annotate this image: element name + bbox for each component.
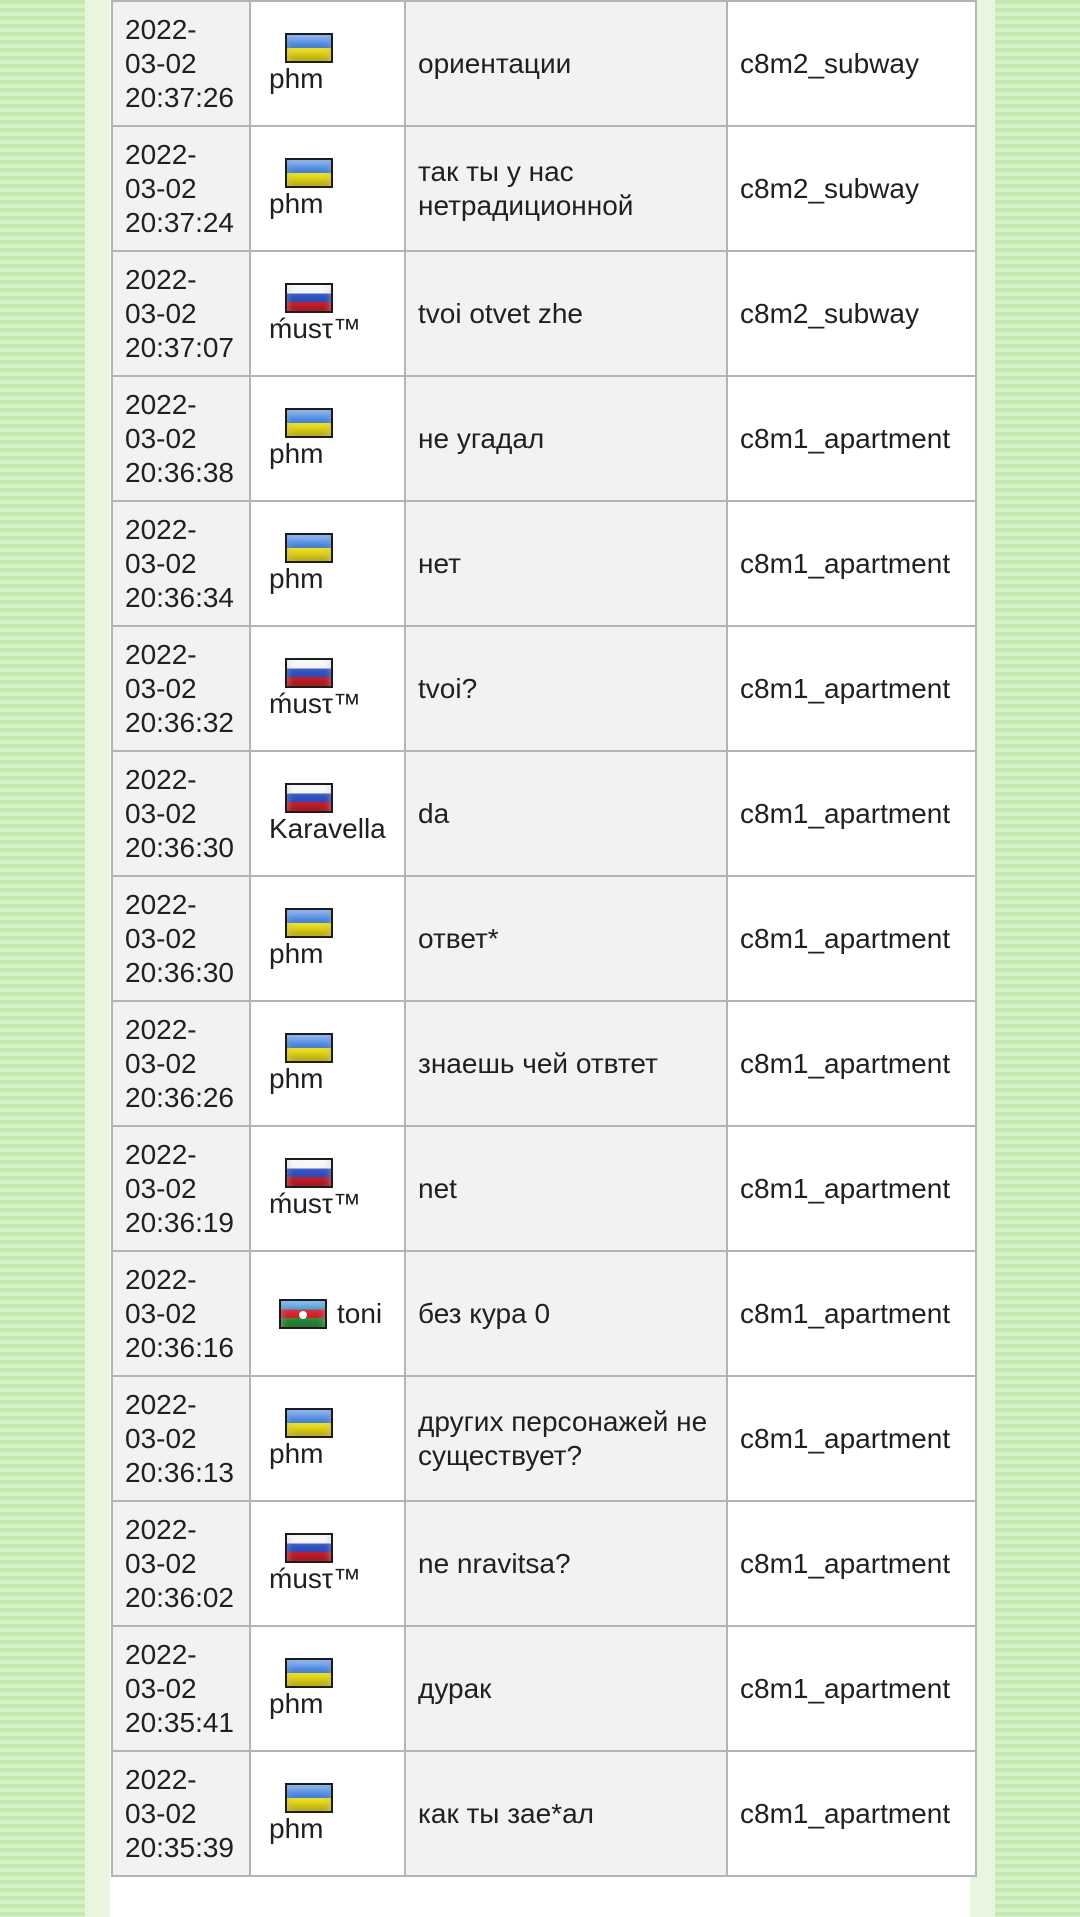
player-name[interactable]: phm	[269, 62, 324, 94]
timestamp-cell	[112, 626, 250, 751]
player-info	[263, 33, 392, 95]
timestamp-part: 2022-	[125, 1263, 197, 1295]
timestamp-cell	[112, 751, 250, 876]
ukraine-flag-icon	[285, 408, 333, 438]
russia-flag-icon	[285, 1158, 333, 1188]
player-name[interactable]: Karavella	[269, 812, 386, 844]
timestamp-part: 20:37:24	[125, 206, 234, 238]
timestamp-part: 03-02	[125, 1422, 197, 1454]
player-cell	[250, 1626, 405, 1751]
timestamp-part: 2022-	[125, 13, 197, 45]
message-cell: da	[405, 751, 727, 876]
timestamp-part: 03-02	[125, 297, 197, 329]
chat-row	[112, 751, 976, 876]
chat-row	[112, 876, 976, 1001]
map-cell: c8m1_apartment	[727, 876, 976, 1001]
timestamp-cell	[112, 1501, 250, 1626]
player-cell	[250, 501, 405, 626]
player-cell	[250, 1001, 405, 1126]
message-cell: других персонажей не существует?	[405, 1376, 727, 1501]
timestamp-part: 20:36:34	[125, 581, 234, 613]
message-cell: без кура 0	[405, 1251, 727, 1376]
ukraine-flag-icon	[285, 33, 333, 63]
player-name[interactable]: phm	[269, 937, 324, 969]
player-cell	[250, 1501, 405, 1626]
timestamp-cell	[112, 1626, 250, 1751]
map-cell: c8m1_apartment	[727, 1376, 976, 1501]
player-info	[263, 158, 392, 220]
map-cell: c8m2_subway	[727, 126, 976, 251]
map-cell: c8m1_apartment	[727, 501, 976, 626]
timestamp-cell	[112, 251, 250, 376]
player-name[interactable]: phm	[269, 562, 324, 594]
timestamp-part: 03-02	[125, 47, 197, 79]
map-cell: c8m1_apartment	[727, 1501, 976, 1626]
timestamp-part: 03-02	[125, 797, 197, 829]
timestamp-cell	[112, 1, 250, 126]
message-cell: ориентации	[405, 1, 727, 126]
timestamp-part: 2022-	[125, 638, 197, 670]
timestamp-part: 03-02	[125, 1297, 197, 1329]
player-info	[263, 1783, 392, 1845]
timestamp-part: 20:36:13	[125, 1456, 234, 1488]
player-info	[263, 1298, 392, 1330]
chat-log-table	[111, 0, 977, 1877]
map-cell: c8m1_apartment	[727, 1251, 976, 1376]
timestamp-part: 20:36:38	[125, 456, 234, 488]
timestamp-part: 2022-	[125, 138, 197, 170]
timestamp-cell	[112, 376, 250, 501]
map-cell: c8m1_apartment	[727, 376, 976, 501]
map-cell: c8m2_subway	[727, 251, 976, 376]
map-cell: c8m1_apartment	[727, 1001, 976, 1126]
player-info	[263, 908, 392, 970]
player-name[interactable]: ḿusτ™	[269, 1187, 361, 1219]
timestamp-part: 20:37:26	[125, 81, 234, 113]
timestamp-part: 20:36:02	[125, 1581, 234, 1613]
timestamp-cell	[112, 1126, 250, 1251]
player-name[interactable]: phm	[269, 437, 324, 469]
player-info	[263, 1033, 392, 1095]
timestamp-part: 2022-	[125, 1388, 197, 1420]
timestamp-part: 20:36:16	[125, 1331, 234, 1363]
timestamp-part: 03-02	[125, 1797, 197, 1829]
player-info	[263, 408, 392, 470]
timestamp-cell	[112, 876, 250, 1001]
player-name[interactable]: ḿusτ™	[269, 312, 361, 344]
map-cell: c8m1_apartment	[727, 1126, 976, 1251]
player-info	[263, 783, 392, 845]
player-cell	[250, 1251, 405, 1376]
player-info	[263, 283, 392, 345]
message-cell: tvoi otvet zhe	[405, 251, 727, 376]
timestamp-part: 03-02	[125, 672, 197, 704]
player-info	[263, 658, 392, 720]
message-cell: как ты зае*ал	[405, 1751, 727, 1876]
russia-flag-icon	[285, 658, 333, 688]
player-cell	[250, 1, 405, 126]
chat-row	[112, 1376, 976, 1501]
timestamp-part: 20:36:26	[125, 1081, 234, 1113]
chat-row	[112, 1501, 976, 1626]
message-cell: tvoi?	[405, 626, 727, 751]
player-cell	[250, 626, 405, 751]
player-cell	[250, 1376, 405, 1501]
timestamp-part: 2022-	[125, 263, 197, 295]
chat-log-body	[112, 1, 976, 1876]
player-name[interactable]: phm	[269, 187, 324, 219]
chat-row	[112, 376, 976, 501]
timestamp-part: 2022-	[125, 1138, 197, 1170]
timestamp-part: 03-02	[125, 422, 197, 454]
timestamp-part: 2022-	[125, 1013, 197, 1045]
message-cell: ответ*	[405, 876, 727, 1001]
player-name[interactable]: phm	[269, 1687, 324, 1719]
timestamp-part: 20:35:39	[125, 1831, 234, 1863]
player-name[interactable]: toni	[337, 1297, 383, 1329]
player-cell	[250, 376, 405, 501]
russia-flag-icon	[285, 283, 333, 313]
chat-row	[112, 501, 976, 626]
chat-row	[112, 1, 976, 126]
chat-row	[112, 1626, 976, 1751]
player-cell	[250, 1126, 405, 1251]
player-name[interactable]: phm	[269, 1062, 324, 1094]
message-cell: знаешь чей отвтет	[405, 1001, 727, 1126]
player-cell	[250, 251, 405, 376]
timestamp-part: 20:36:19	[125, 1206, 234, 1238]
map-cell: c8m1_apartment	[727, 626, 976, 751]
timestamp-cell	[112, 1251, 250, 1376]
player-cell	[250, 1751, 405, 1876]
chat-row	[112, 626, 976, 751]
timestamp-part: 03-02	[125, 1172, 197, 1204]
chat-row	[112, 1751, 976, 1876]
timestamp-part: 2022-	[125, 763, 197, 795]
player-cell	[250, 876, 405, 1001]
russia-flag-icon	[285, 1533, 333, 1563]
player-info	[263, 1158, 392, 1220]
chat-row	[112, 251, 976, 376]
player-cell	[250, 126, 405, 251]
timestamp-cell	[112, 1001, 250, 1126]
chat-row	[112, 1126, 976, 1251]
timestamp-part: 2022-	[125, 1513, 197, 1545]
timestamp-part: 2022-	[125, 1638, 197, 1670]
timestamp-part: 20:37:07	[125, 331, 234, 363]
player-info	[263, 1533, 392, 1595]
player-name[interactable]: ḿusτ™	[269, 687, 361, 719]
chat-row	[112, 126, 976, 251]
timestamp-cell	[112, 501, 250, 626]
timestamp-part: 03-02	[125, 1672, 197, 1704]
timestamp-part: 03-02	[125, 1047, 197, 1079]
message-cell: не угадал	[405, 376, 727, 501]
player-name[interactable]: phm	[269, 1437, 324, 1469]
ukraine-flag-icon	[285, 1408, 333, 1438]
message-cell: так ты у нас нетрадиционной	[405, 126, 727, 251]
timestamp-part: 2022-	[125, 388, 197, 420]
ukraine-flag-icon	[285, 908, 333, 938]
chat-row	[112, 1251, 976, 1376]
player-cell	[250, 751, 405, 876]
ukraine-flag-icon	[285, 158, 333, 188]
player-info	[263, 1408, 392, 1470]
map-cell: c8m1_apartment	[727, 751, 976, 876]
player-info	[263, 533, 392, 595]
map-cell: c8m1_apartment	[727, 1751, 976, 1876]
player-info	[263, 1658, 392, 1720]
chat-row	[112, 1001, 976, 1126]
ukraine-flag-icon	[285, 1783, 333, 1813]
timestamp-part: 20:36:32	[125, 706, 234, 738]
map-cell: c8m2_subway	[727, 1, 976, 126]
ukraine-flag-icon	[285, 533, 333, 563]
timestamp-cell	[112, 1751, 250, 1876]
ukraine-flag-icon	[285, 1658, 333, 1688]
russia-flag-icon	[285, 783, 333, 813]
timestamp-part: 03-02	[125, 1547, 197, 1579]
message-cell: нет	[405, 501, 727, 626]
timestamp-part: 2022-	[125, 1763, 197, 1795]
timestamp-part: 03-02	[125, 922, 197, 954]
timestamp-part: 03-02	[125, 547, 197, 579]
player-name[interactable]: phm	[269, 1812, 324, 1844]
player-name[interactable]: ḿusτ™	[269, 1562, 361, 1594]
message-cell: ne nravitsa?	[405, 1501, 727, 1626]
timestamp-cell	[112, 1376, 250, 1501]
timestamp-cell	[112, 126, 250, 251]
ukraine-flag-icon	[285, 1033, 333, 1063]
timestamp-part: 20:36:30	[125, 831, 234, 863]
timestamp-part: 2022-	[125, 513, 197, 545]
azerbaijan-flag-icon	[279, 1299, 327, 1329]
timestamp-part: 03-02	[125, 172, 197, 204]
timestamp-part: 2022-	[125, 888, 197, 920]
timestamp-part: 20:36:30	[125, 956, 234, 988]
message-cell: дурак	[405, 1626, 727, 1751]
timestamp-part: 20:35:41	[125, 1706, 234, 1738]
map-cell: c8m1_apartment	[727, 1626, 976, 1751]
message-cell: net	[405, 1126, 727, 1251]
